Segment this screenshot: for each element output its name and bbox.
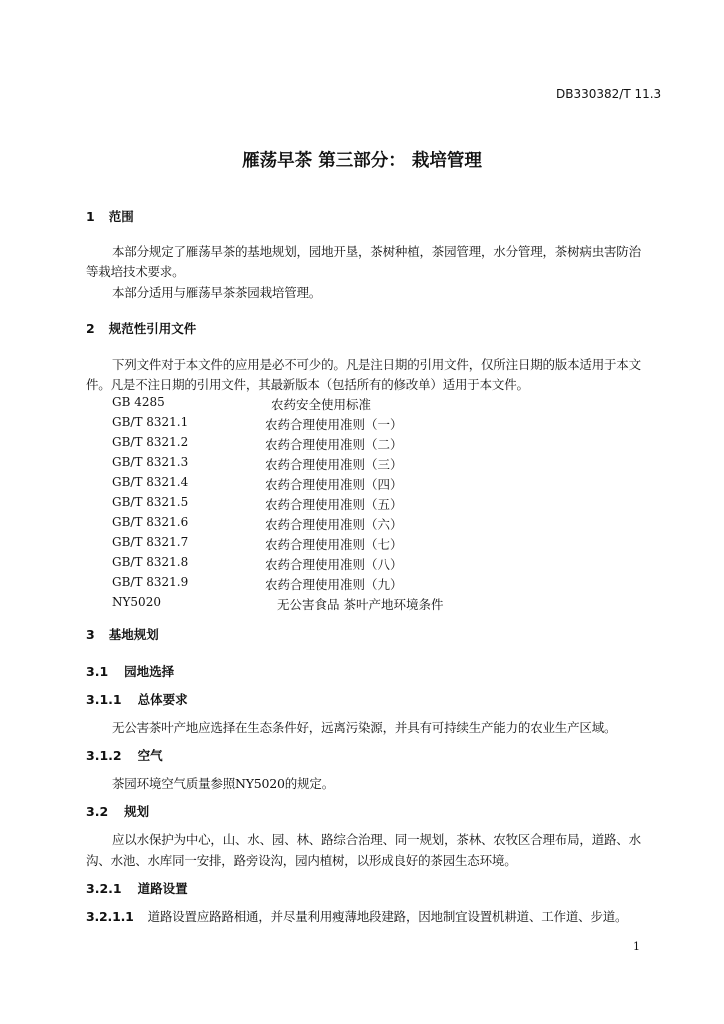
paragraph: 下列文件对于本文件的应用是必不可少的。凡是注日期的引用文件，仅所注日期的版本适用于本文: [112, 357, 641, 372]
section-number: 3.2.1.1: [86, 909, 134, 924]
paragraph: 等栽培技术要求。: [86, 264, 185, 279]
reference-title: 农药合理使用准则（九）: [265, 577, 403, 592]
section-title: 总体要求: [137, 692, 188, 707]
section-3-1-1-heading: [86, 690, 188, 708]
document-code: DB330382/T 11.3: [556, 87, 662, 101]
reference-title: 农药合理使用准则（六）: [265, 517, 403, 532]
reference-code: GB/T 8321.5: [112, 495, 189, 509]
reference-title: 农药合理使用准则（一）: [265, 417, 403, 432]
reference-code: GB/T 8321.6: [112, 515, 189, 529]
reference-code: GB/T 8321.7: [112, 535, 189, 549]
paragraph: 茶园环境空气质量参照NY5020的规定。: [112, 776, 335, 791]
reference-code: GB 4285: [112, 395, 165, 409]
paragraph: 无公害茶叶产地应选择在生态条件好，远离污染源，并具有可持续生产能力的农业生产区域。: [112, 720, 617, 735]
section-title: 道路设置: [137, 881, 188, 896]
paragraph: 道路设置应路路相通，并尽量利用瘦薄地段建路，因地制宜设置机耕道、工作道、步道。: [147, 909, 628, 924]
section-number: 3.2: [86, 804, 109, 819]
section-number: 3: [86, 627, 95, 642]
section-number: 3.1: [86, 664, 109, 679]
section-3-2-heading: [86, 802, 149, 820]
reference-code: GB/T 8321.2: [112, 435, 189, 449]
paragraph: 本部分规定了雁荡早茶的基地规划，园地开垦，茶树种植，茶园管理，水分管理，茶树病虫害防治: [112, 244, 641, 259]
reference-code: GB/T 8321.9: [112, 575, 189, 589]
section-title: 规范性引用文件: [108, 321, 197, 336]
section-number: 3.2.1: [86, 881, 122, 896]
reference-title: 农药合理使用准则（八）: [265, 557, 403, 572]
section-title: 园地选择: [124, 664, 175, 679]
reference-title: 无公害食品 茶叶产地环境条件: [277, 597, 444, 612]
reference-code: GB/T 8321.4: [112, 475, 189, 489]
section-title: 空气: [137, 748, 163, 763]
section-number: 3.1.1: [86, 692, 122, 707]
reference-code: NY5020: [112, 595, 161, 609]
reference-code: GB/T 8321.1: [112, 415, 189, 429]
section-3-2-1-1: [86, 907, 627, 925]
paragraph: 本部分适用与雁荡早茶茶园栽培管理。: [112, 285, 322, 300]
reference-title: 农药合理使用准则（七）: [265, 537, 403, 552]
reference-code: GB/T 8321.8: [112, 555, 189, 569]
document-title: 雁荡早茶 第三部分： 栽培管理: [242, 151, 482, 171]
reference-title: 农药合理使用准则（四）: [265, 477, 403, 492]
section-number: 2: [86, 321, 95, 336]
section-3-1-2-heading: [86, 746, 163, 764]
reference-title: 农药合理使用准则（二）: [265, 437, 403, 452]
section-3-heading: [86, 625, 159, 643]
section-1-heading: [86, 207, 134, 225]
section-title: 范围: [108, 209, 134, 224]
paragraph: 沟、水池、水库同一安排，路旁设沟，园内植树，以形成良好的茶园生态环境。: [86, 853, 517, 868]
reference-code: GB/T 8321.3: [112, 455, 189, 469]
reference-title: 农药安全使用标准: [271, 397, 372, 412]
section-title: 基地规划: [108, 627, 159, 642]
section-3-2-1-heading: [86, 879, 188, 897]
section-number: 1: [86, 209, 95, 224]
paragraph: 应以水保护为中心，山、水、园、林、路综合治理、同一规划，茶林、农牧区合理布局，道路、水: [112, 832, 641, 847]
section-2-heading: [86, 319, 196, 337]
reference-title: 农药合理使用准则（三）: [265, 457, 403, 472]
reference-title: 农药合理使用准则（五）: [265, 497, 403, 512]
paragraph: 件。凡是不注日期的引用文件，其最新版本（包括所有的修改单）适用于本文件。: [86, 377, 529, 392]
section-3-1-heading: [86, 662, 174, 680]
page-number: 1: [633, 940, 640, 953]
section-title: 规划: [124, 804, 150, 819]
section-number: 3.1.2: [86, 748, 122, 763]
